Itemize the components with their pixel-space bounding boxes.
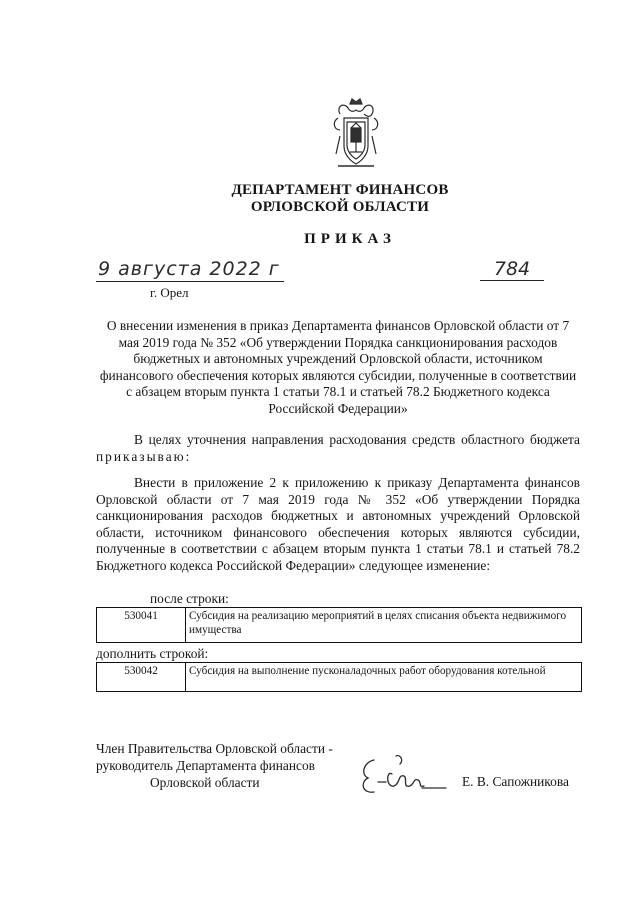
intro-paragraph — [96, 432, 580, 465]
position-line3: Орловской области — [150, 775, 260, 790]
table-row — [97, 663, 582, 692]
table-after — [96, 607, 582, 643]
order-subject: О внесении изменения в приказ Департамента финансов Орловской области от 7 мая 2019 года № 352 «Об утверждении Порядка санкционирования расходов бюджетных и автономных учреждений Орловской области, источником финансового обеспечения которых являются субсидии, полученные в соответствии с абзацем вторым пункта 1 статьи 78.1 и статьей 78.2 Бюджетного кодекса Российской Федерации» — [99, 318, 577, 416]
signatory-position — [96, 740, 333, 791]
change-paragraph: Внести в приложение 2 к приложению к приказу Департамента финансов Орловской области от 7 мая 2019 года № 352 «Об утверждении Порядка санкционирования расходов бюджетных и автономных учреждений Орловской области, источником финансового обеспечения которых являются субсидии, полученные в соответствии с абзацем вторым пункта 1 статьи 78.1 и статьей 78.2 Бюджетного кодекса Российской Федерации» следующее изменение: — [96, 475, 580, 573]
document-title: ПРИКАЗ — [304, 231, 396, 247]
table-cell-text: Субсидия на выполнение пусконаладочных работ оборудования котельной — [186, 663, 582, 692]
signatory-name: Е. В. Сапожникова — [462, 774, 569, 789]
table-cell-text: Субсидия на реализацию мероприятий в целях списания объекта недвижимого имущества — [186, 608, 582, 643]
position-line1: Член Правительства Орловской области - — [96, 741, 333, 756]
order-number: 784 — [480, 258, 544, 281]
order-date: 9 августа 2022 г — [96, 258, 284, 282]
position-line2: руководитель Департамента финансов — [96, 758, 315, 773]
department-name-line2: ОРЛОВСКОЙ ОБЛАСТИ — [250, 199, 430, 215]
order-word: приказываю: — [96, 448, 192, 464]
intro-text: В целях уточнения направления расходования средств областного бюджета — [134, 432, 580, 447]
table-cell-code: 530042 — [97, 663, 186, 692]
after-row-label: после строки: — [150, 591, 229, 606]
department-name-line1: ДЕПАРТАМЕНТ ФИНАНСОВ — [231, 182, 449, 198]
coat-of-arms-icon — [330, 96, 382, 172]
table-cell-code: 530041 — [97, 608, 186, 643]
table-row — [97, 608, 582, 643]
add-row-label: дополнить строкой: — [96, 646, 209, 661]
handwritten-signature — [356, 752, 456, 800]
table-add — [96, 662, 582, 692]
city: г. Орел — [150, 285, 189, 300]
